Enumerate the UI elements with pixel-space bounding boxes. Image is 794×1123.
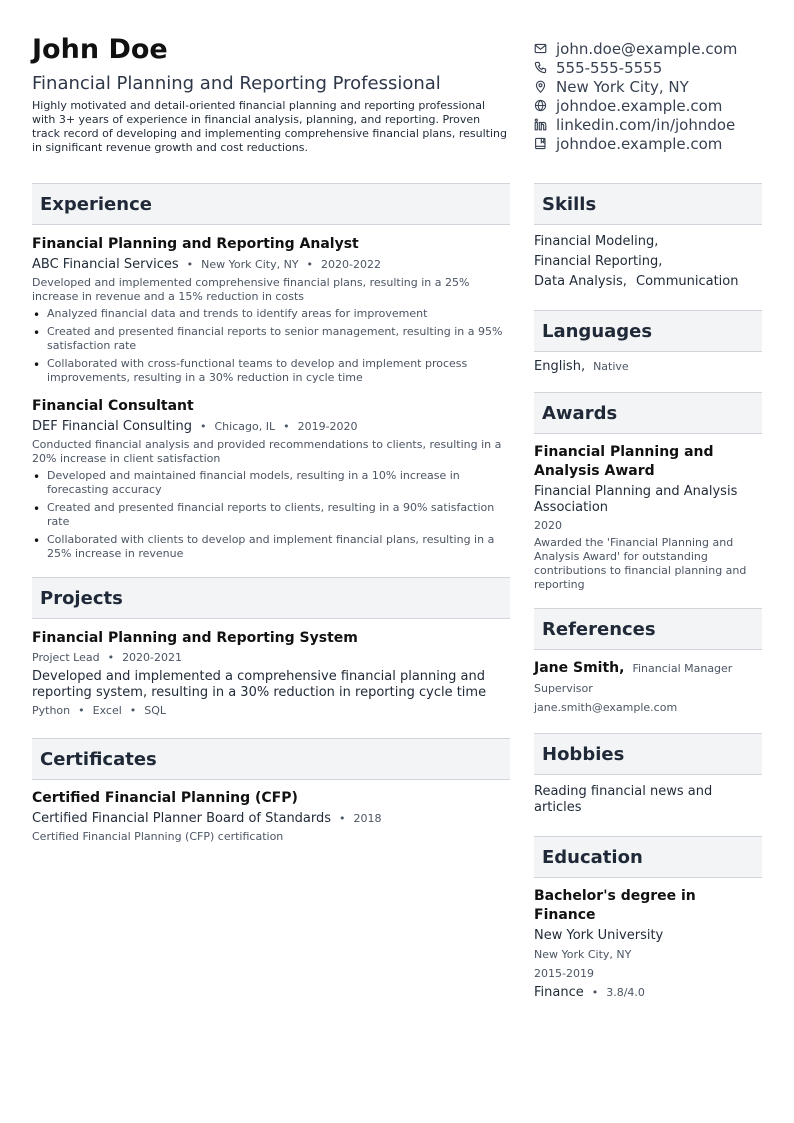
hobbies-heading: Hobbies — [534, 733, 762, 775]
job-dates: 2020-2022 — [321, 258, 382, 271]
separator-dot: • — [591, 986, 599, 999]
contact-website[interactable] — [534, 96, 774, 115]
project-item — [32, 629, 510, 718]
certificate-year: 2018 — [353, 812, 382, 825]
right-column — [534, 183, 762, 1001]
language-level: Native — [593, 360, 629, 373]
phone-icon — [534, 61, 547, 74]
linkedin-icon — [534, 118, 547, 131]
candidate-name: John Doe — [32, 34, 168, 65]
job-bullet: • Created and presented financial reports to clients, resulting in a 90% satisfaction rate — [32, 501, 510, 529]
award-year: 2020 — [534, 519, 562, 532]
separator-dot: • — [339, 812, 346, 825]
contact-portfolio[interactable] — [534, 134, 774, 153]
job-bullet: • Created and presented financial reports to senior management, resulting in a 95% satisfaction rate — [32, 325, 510, 353]
certificate-description: Certified Financial Planning (CFP) certification — [32, 830, 284, 843]
job-bullet: • Collaborated with cross-functional teams to develop and implement process improvements, resulting in a 30% reduction in cycle time — [32, 357, 510, 385]
contact-email-text: john.doe@example.com — [556, 39, 738, 58]
education-heading: Education — [534, 836, 762, 878]
education-dates: 2015-2019 — [534, 967, 594, 980]
reference-email[interactable]: jane.smith@example.com — [534, 701, 678, 714]
contact-email[interactable] — [534, 39, 774, 58]
job-bullets — [32, 307, 510, 385]
certificates-heading: Certificates — [32, 738, 510, 780]
project-tool: SQL — [144, 704, 167, 717]
portfolio-icon — [534, 137, 547, 150]
reference-header — [534, 659, 762, 677]
project-role: Project Lead — [32, 651, 100, 664]
award-item — [534, 443, 762, 592]
job-summary: Conducted financial analysis and provided recommendations to clients, resulting in a 20% increase in client satisfaction — [32, 438, 502, 465]
separator-dot: • — [283, 420, 290, 433]
award-org: Financial Planning and Analysis Association — [534, 484, 738, 515]
reference-position: Financial Manager — [632, 662, 733, 675]
project-dates: 2020-2021 — [122, 651, 183, 664]
contact-block — [534, 39, 774, 153]
skill-item: Data Analysis, — [534, 274, 627, 289]
certificate-issuer: Certified Financial Planner Board of Standards — [32, 811, 332, 826]
mail-icon — [534, 42, 547, 55]
skill-item: Financial Modeling, — [534, 234, 659, 249]
education-degree: Bachelor's degree in Finance — [534, 888, 696, 923]
job-dates: 2019-2020 — [297, 420, 358, 433]
experience-item — [32, 235, 510, 385]
project-tool: Python — [32, 704, 71, 717]
project-tools — [32, 704, 510, 718]
project-tool: Excel — [92, 704, 122, 717]
profile-summary: Highly motivated and detail-oriented financial planning and reporting professional with 3+ years of experience in financial analysis, planning, and reporting. Proven track record of developing and implementing comprehensive financial plans, resulting in significant revenue growth and cost reductions. — [32, 99, 507, 154]
job-summary: Developed and implemented comprehensive financial plans, resulting in a 25% increase in revenue and a 15% reduction in costs — [32, 276, 470, 303]
contact-phone-text: 555-555-5555 — [556, 58, 663, 77]
award-description: Awarded the 'Financial Planning and Analysis Award' for outstanding contributions to financial planning and reporting — [534, 536, 747, 591]
project-meta — [32, 650, 510, 666]
skills-list — [534, 232, 762, 292]
contact-website-text: johndoe.example.com — [556, 96, 723, 115]
reference-relation: Supervisor — [534, 682, 593, 695]
company-name: ABC Financial Services — [32, 257, 179, 272]
languages-heading: Languages — [534, 310, 762, 352]
job-location: New York City, NY — [201, 258, 299, 271]
job-meta — [32, 257, 510, 273]
hobbies-text: Reading financial news and articles — [534, 784, 713, 815]
contact-portfolio-text: johndoe.example.com — [556, 134, 723, 153]
skill-row — [534, 272, 762, 292]
contact-phone[interactable] — [534, 58, 774, 77]
company-name: DEF Financial Consulting — [32, 419, 192, 434]
separator-dot: • — [107, 651, 115, 664]
job-meta — [32, 419, 510, 435]
job-title: Financial Planning and Reporting Analyst — [32, 236, 359, 252]
education-field: Finance — [534, 985, 584, 1000]
contact-linkedin[interactable] — [534, 115, 774, 134]
separator-dot: • — [78, 704, 85, 717]
language-name: English, — [534, 359, 586, 374]
reference-item — [534, 659, 762, 715]
reference-name: Jane Smith, — [534, 660, 625, 676]
separator-dot: • — [200, 420, 207, 433]
project-description: Developed and implemented a comprehensive financial planning and reporting system, resulting in a 30% reduction in reporting cycle time — [32, 669, 487, 700]
project-title: Financial Planning and Reporting System — [32, 630, 358, 646]
education-meta — [534, 985, 762, 1001]
certificate-title: Certified Financial Planning (CFP) — [32, 790, 298, 806]
job-bullet: • Analyzed financial data and trends to identify areas for improvement — [32, 307, 510, 321]
experience-heading: Experience — [32, 183, 510, 225]
projects-heading: Projects — [32, 577, 510, 619]
job-bullet: • Collaborated with clients to develop and implement financial plans, resulting in a 25% increase in revenue — [32, 533, 510, 561]
education-item — [534, 887, 762, 1001]
contact-location — [534, 77, 774, 96]
awards-heading: Awards — [534, 392, 762, 434]
references-heading: References — [534, 608, 762, 650]
award-title: Financial Planning and Analysis Award — [534, 444, 714, 479]
contact-location-text: New York City, NY — [556, 77, 689, 96]
skills-heading: Skills — [534, 183, 762, 225]
map-pin-icon — [534, 80, 547, 93]
resume-header — [32, 34, 510, 155]
separator-dot: • — [186, 258, 194, 271]
education-gpa: 3.8/4.0 — [606, 986, 645, 999]
education-location: New York City, NY — [534, 948, 632, 961]
job-bullets — [32, 469, 510, 561]
certificate-meta — [32, 811, 510, 827]
separator-dot: • — [129, 704, 137, 717]
contact-linkedin-text: linkedin.com/in/johndoe — [556, 115, 736, 134]
language-item — [534, 359, 762, 374]
separator-dot: • — [306, 258, 314, 271]
certificate-item — [32, 789, 510, 844]
education-school: New York University — [534, 928, 664, 943]
job-title: Financial Consultant — [32, 398, 194, 414]
candidate-title: Financial Planning and Reporting Professional — [32, 73, 441, 94]
experience-item — [32, 397, 510, 561]
skill-item: Financial Reporting, — [534, 254, 663, 269]
job-bullet: • Developed and maintained financial models, resulting in a 10% increase in forecasting accuracy — [32, 469, 510, 497]
left-column — [32, 183, 510, 844]
skill-item: Communication — [636, 274, 739, 289]
globe-icon — [534, 99, 547, 112]
job-location: Chicago, IL — [214, 420, 276, 433]
